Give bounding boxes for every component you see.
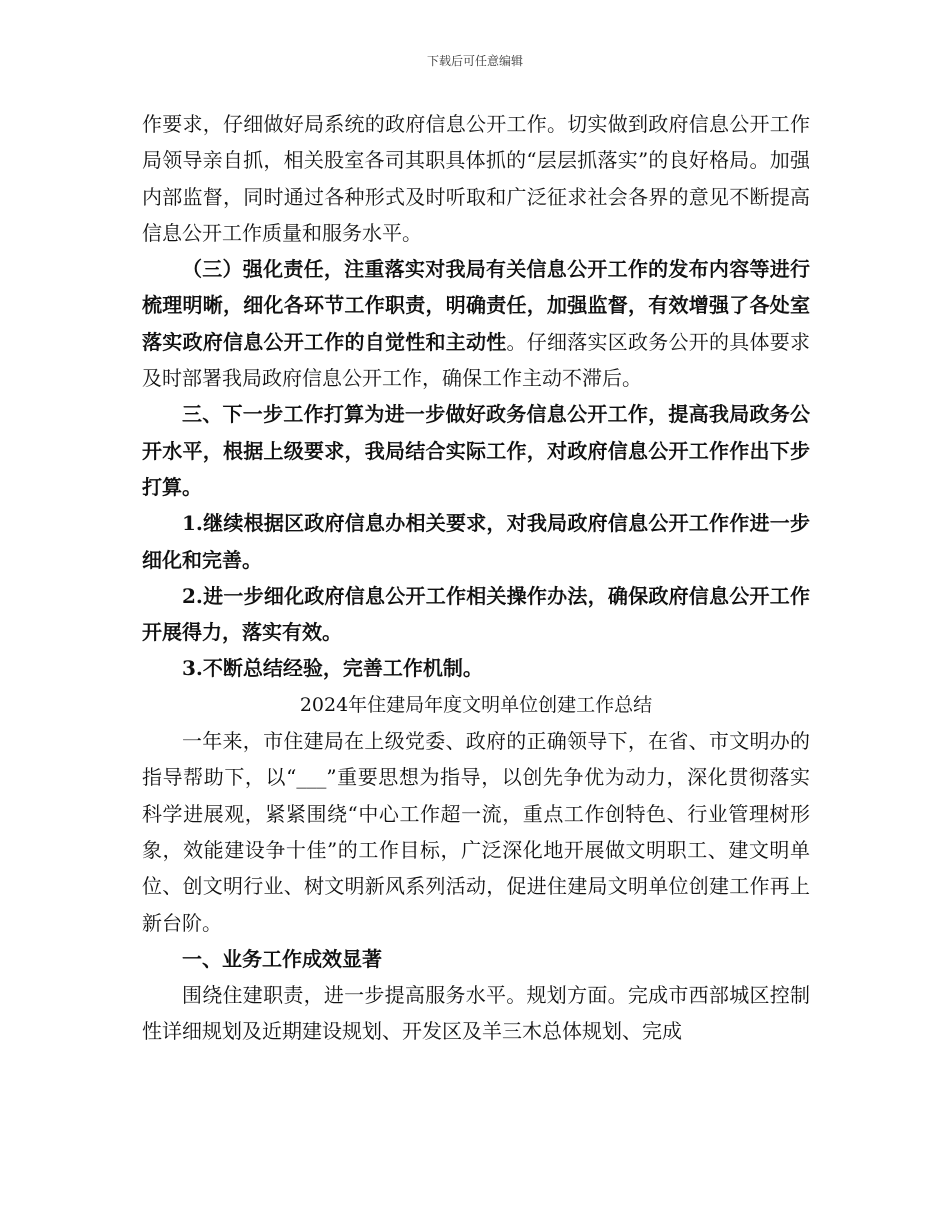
section-heading-business: 一、业务工作成效显著	[182, 946, 382, 971]
page-header: 下载后可任意编辑	[426, 54, 523, 68]
list-item-2: 2.进一步细化政府信息公开工作相关操作办法，确保政府信息公开工作开展得力，落实有效。	[142, 583, 810, 645]
paragraph-intro: 一年来，市住建局在上级党委、政府的正确领导下，在省、市文明办的指导帮助下，以“___”重要思想为指导，以创先争优为动力，深化贯彻落实科学进展观，紧紧围绕“中心工作超一流，重点工作创特色、行业管理树形象，效能建设争十佳”的工作目标，广泛深化地开展做文明职工、建文明单位、创文明行业、树文明新风系列活动，促进住建局文明单位创建工作再上新台阶。	[142, 729, 810, 935]
section-heading-next-steps: 三、下一步工作打算为进一步做好政务信息公开工作，提高我局政务公开水平，根据上级要求，我局结合实际工作，对政府信息公开工作作出下步打算。	[142, 402, 810, 499]
paragraph-bold-lead: （三）强化责任，注重落实对我局有关信息公开工作的发布内容等进行梳理明晰，细化各环节工作职责，明确责任，加强监督，有效增强了各处室落实政府信息公开工作的自觉性和主动性	[142, 257, 810, 354]
list-item-1: 1.继续根据区政府信息办相关要求，对我局政府信息公开工作作进一步细化和完善。	[142, 511, 810, 572]
document-title: 2024年住建局年度文明单位创建工作总结	[299, 693, 653, 716]
paragraph: 作要求，仔细做好局系统的政府信息公开工作。切实做到政府信息公开工作局领导亲自抓，相关股室各司其职具体抓的“层层抓落实”的良好格局。加强内部监督，同时通过各种形式及时听取和广泛征求社会各界的意见不断提高信息公开工作质量和服务水平。	[142, 112, 810, 245]
paragraph-responsibility	[142, 251, 810, 396]
list-item-3: 3.不断总结经验，完善工作机制。	[182, 656, 483, 681]
document-body	[142, 106, 810, 1050]
paragraph-rest: 。仔细落实区政务公开的具体要求及时部署我局政府信息公开工作，确保工作主动不滞后。	[142, 329, 810, 391]
paragraph-planning: 围绕住建职责，进一步提高服务水平。规划方面。完成市西部城区控制性详细规划及近期建设规划、开发区及羊三木总体规划、完成	[142, 983, 810, 1044]
